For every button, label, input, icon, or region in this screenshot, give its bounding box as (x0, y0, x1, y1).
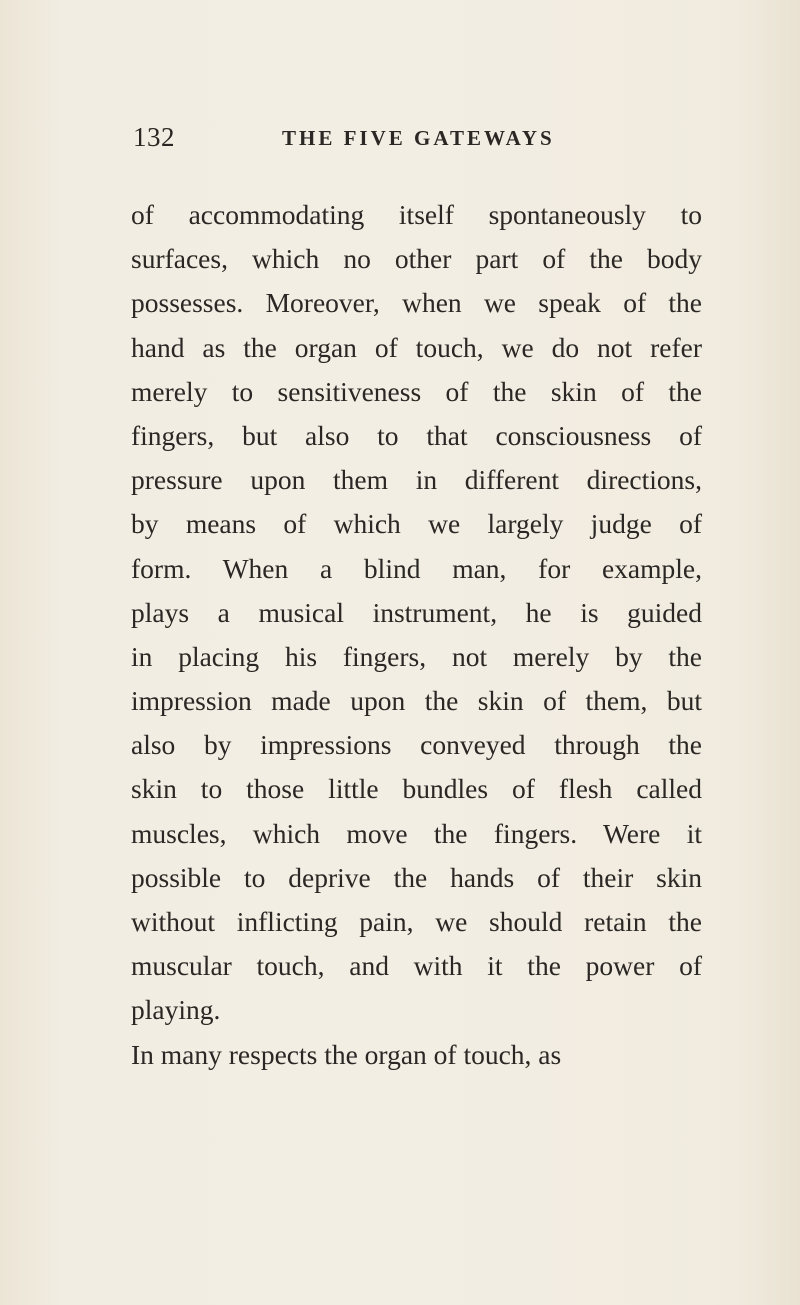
text-line: muscles, which move the fingers. Were it (131, 817, 702, 849)
text-line: skin to those little bundles of flesh called (131, 773, 702, 805)
text-line: also by impressions conveyed through the (131, 729, 702, 761)
text-line: playing. (131, 994, 221, 1026)
text-line: form. When a blind man, for example, (131, 552, 702, 584)
page-header (133, 122, 693, 162)
text-line: possible to deprive the hands of their skin (131, 861, 702, 893)
text-line: plays a musical instrument, he is guided (131, 596, 702, 628)
page-number: 132 (133, 122, 175, 152)
running-title: THE FIVE GATEWAYS (282, 126, 555, 150)
body-text (131, 193, 702, 1077)
text-line: fingers, but also to that consciousness of (131, 419, 702, 451)
text-line: by means of which we largely judge of (131, 508, 702, 540)
text-line: in placing his fingers, not merely by the (131, 640, 702, 672)
text-line: without inflicting pain, we should retain the (131, 906, 702, 937)
text-line: pressure upon them in different directions, (131, 464, 702, 496)
text-line: muscular touch, and with it the power of (131, 950, 702, 982)
text-line: hand as the organ of touch, we do not refer (131, 331, 702, 363)
text-line: of accommodating itself spontaneously to (131, 199, 702, 230)
text-line: possesses. Moreover, when we speak of the (131, 287, 702, 319)
text-line: merely to sensitiveness of the skin of the (131, 375, 702, 407)
text-line: impression made upon the skin of them, but (131, 685, 702, 717)
text-line: In many respects the organ of touch, as (131, 1038, 562, 1070)
text-line: surfaces, which no other part of the body (131, 243, 702, 275)
